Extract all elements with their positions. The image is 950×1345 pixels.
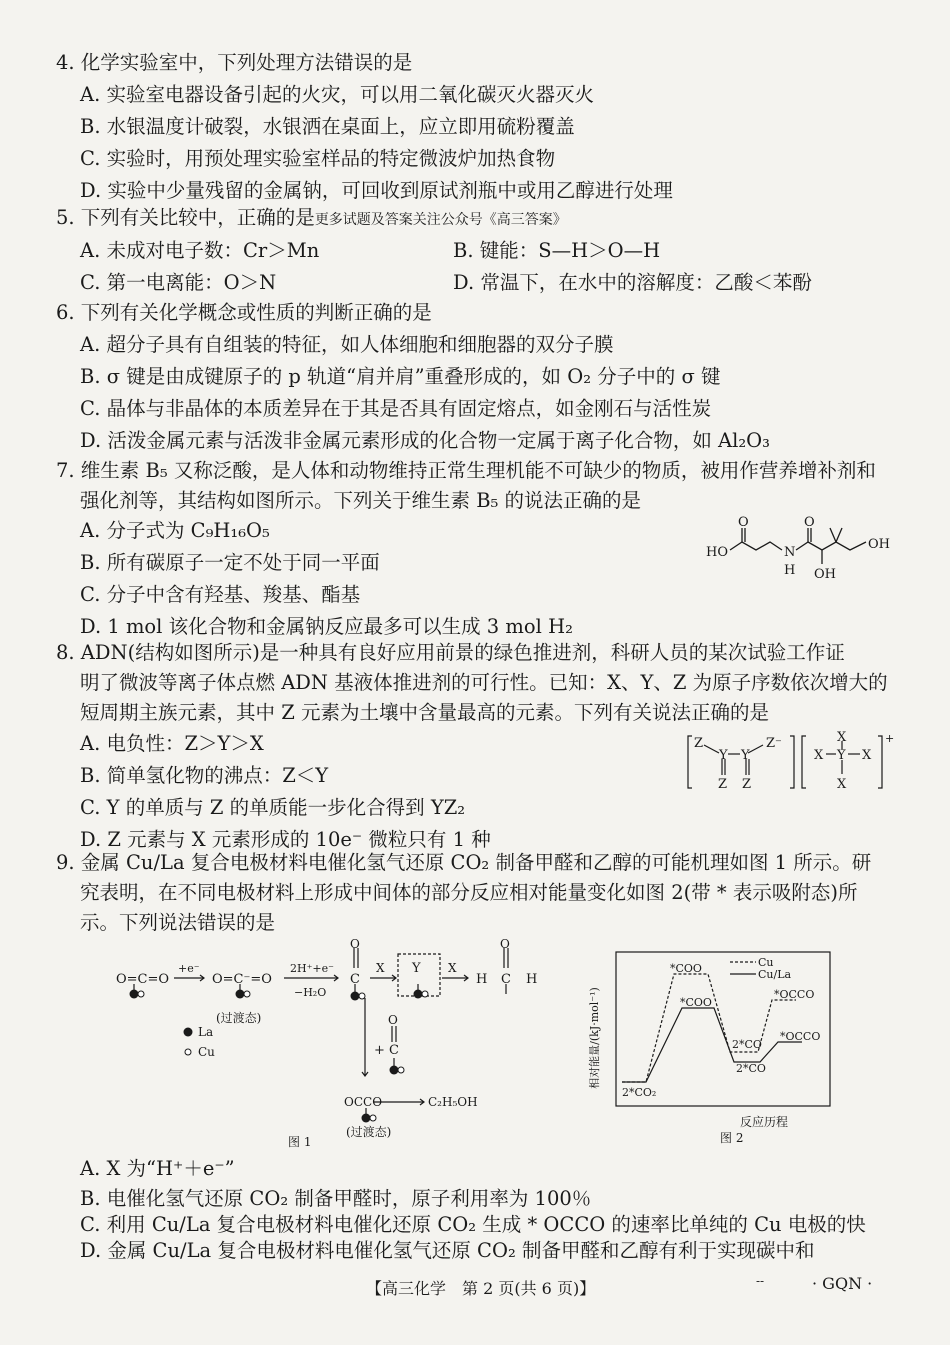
q9-stem-line2: 究表明，在不同电极材料上形成中间体的部分反应相对能量变化如图 2(带 * 表示吸附态)所: [80, 881, 858, 904]
q4-option-c: C. 实验时，用预处理实验室样品的特定微波炉加热食物: [80, 147, 556, 170]
adn-x-left: X: [814, 748, 824, 763]
adn-z2: Z: [718, 777, 728, 792]
b5-h: H: [784, 563, 796, 578]
fig1-y: Y: [412, 961, 421, 976]
q5-stem: 5. 下列有关比较中，正确的是: [56, 206, 315, 229]
b5-o1: O: [738, 515, 749, 530]
fig2-label-4: *OCCO: [780, 1030, 821, 1043]
q4-stem: 4. 化学实验室中，下列处理方法错误的是: [56, 51, 413, 74]
fig1-anion: O=C⁻=O: [212, 972, 272, 987]
q7-option-d: D. 1 mol 该化合物和金属钠反应最多可以生成 3 mol H₂: [80, 615, 573, 638]
b5-o2: O: [804, 515, 815, 530]
fig1-x2: X: [448, 961, 457, 975]
fig1-step2-bottom: −H₂O: [294, 986, 327, 999]
q5-note: 更多试题及答案关注公众号《高三答案》: [314, 212, 567, 228]
q6-option-b: B. σ 键是由成键原子的 p 轨道“肩并肩”重叠形成的，如 O₂ 分子中的 σ 键: [80, 365, 721, 388]
fig2-label-2: *OCCO: [774, 988, 815, 1001]
fig2-label-6: 2*CO₂: [622, 1086, 657, 1099]
q9-stem-line1: 9. 金属 Cu/La 复合电极材料电催化氢气还原 CO₂ 制备甲醛和乙醇的可能机理如图 1 所示。研: [56, 851, 872, 874]
q7-stem-line1: 7. 维生素 B₅ 又称泛酸，是人体和动物维持正常生理机能不可缺少的物质，被用作营养增补剂和: [56, 459, 876, 482]
q8-stem-line1: 8. ADN(结构如图所示)是一种具有良好应用前景的绿色推进剂，科研人员的某次试验工作证: [56, 641, 845, 664]
q4-option-b: B. 水银温度计破裂，水银洒在桌面上，应立即用硫粉覆盖: [80, 115, 575, 138]
q4-option-d: D. 实验中少量残留的金属钠，可回收到原试剂瓶中或用乙醇进行处理: [80, 179, 673, 202]
fig1-plus-c: + C: [374, 1043, 399, 1058]
q7-stem-line2: 强化剂等，其结构如图所示。下列关于维生素 B₅ 的说法正确的是: [80, 489, 642, 512]
b5-oh2: OH: [814, 567, 836, 582]
q5-stem-line: [56, 205, 567, 233]
fig1-product-o: O: [500, 937, 510, 951]
q5-option-d: D. 常温下，在水中的溶解度：乙酸＜苯酚: [453, 271, 812, 294]
q5-option-c: C. 第一电离能：O＞N: [80, 271, 277, 294]
q8-stem-line3: 短周期主族元素，其中 Z 元素为土壤中含量最高的元素。下列有关说法正确的是: [80, 701, 769, 724]
adn-plus: +: [885, 732, 895, 745]
fig2-legend-cu: Cu: [758, 956, 774, 969]
fig1-occo: OCCO: [344, 1095, 383, 1109]
fig2-label-3: 2*CO: [732, 1038, 762, 1051]
fig1-ethanol: C₂H₅OH: [428, 1095, 478, 1109]
q7-option-b: B. 所有碳原子一定不处于同一平面: [80, 551, 380, 574]
adn-structure: [686, 732, 896, 794]
b5-ho: HO: [706, 545, 728, 560]
fig1-product-c: C: [501, 972, 511, 987]
fig1-co-c: C: [350, 972, 360, 987]
adn-y1: Y: [719, 748, 728, 763]
q8-stem-line2: 明了微波等离子体点燃 ADN 基液体推进剂的可行性。已知：X、Y、Z 为原子序数依次增大的: [80, 671, 888, 694]
fig1-legend-la: La: [198, 1025, 214, 1039]
adn-y2: Y: [741, 748, 750, 763]
q6-option-c: C. 晶体与非晶体的本质差异在于其是否具有固定熔点，如金刚石与活性炭: [80, 397, 712, 420]
adn-x-right: X: [862, 748, 872, 763]
fig1-step1: +e⁻: [178, 962, 200, 975]
fig2-label-1: *COO: [680, 996, 712, 1009]
adn-x-bottom: X: [837, 777, 847, 792]
fig2-legend-cula: Cu/La: [758, 968, 792, 981]
figure-2-energy-profile: [590, 948, 840, 1146]
figure-1-mechanism: [112, 937, 572, 1155]
fig1-transition1: (过渡态): [216, 1011, 262, 1025]
fig2-caption: 图 2: [720, 1131, 744, 1145]
vitamin-b5-structure: [700, 512, 900, 590]
fig2-label-5: 2*CO: [736, 1062, 766, 1075]
q8-option-d: D. Z 元素与 X 元素形成的 10e⁻ 微粒只有 1 种: [80, 828, 491, 851]
b5-n: N: [784, 545, 796, 560]
fig2-ylabel: 相对能量/(kJ·mol⁻¹): [588, 987, 601, 1089]
q6-option-a: A. 超分子具有自组装的特征，如人体细胞和细胞器的双分子膜: [80, 333, 614, 356]
fig1-co2: O=C=O: [116, 972, 170, 987]
q8-option-b: B. 简单氢化物的沸点：Z＜Y: [80, 764, 329, 787]
footer-code: · GQN ·: [812, 1274, 873, 1293]
fig1-product-h1: H: [476, 972, 488, 987]
q7-option-a: A. 分子式为 C₉H₁₆O₅: [80, 519, 270, 542]
q9-option-a: A. X 为“H⁺＋e⁻”: [80, 1157, 235, 1180]
fig1-caption: 图 1: [288, 1135, 312, 1149]
fig1-step2-top: 2H⁺+e⁻: [290, 962, 334, 975]
q9-option-b: B. 电催化氢气还原 CO₂ 制备甲醛时，原子利用率为 100％: [80, 1187, 592, 1210]
fig1-co-o: O: [350, 937, 360, 951]
page-footer: 【高三化学 第 2 页(共 6 页)】: [366, 1279, 596, 1298]
adn-y3: Y: [837, 748, 846, 763]
fig1-product-h2: H: [526, 972, 538, 987]
q6-stem: 6. 下列有关化学概念或性质的判断正确的是: [56, 301, 432, 324]
q5-option-a: A. 未成对电子数：Cr＞Mn: [80, 239, 320, 262]
q4-option-a: A. 实验室电器设备引起的火灾，可以用二氧化碳灭火器灭火: [80, 83, 594, 106]
q8-option-a: A. 电负性：Z＞Y＞X: [80, 732, 264, 755]
fig1-transition2: (过渡态): [346, 1125, 392, 1139]
q8-option-c: C. Y 的单质与 Z 的单质能一步化合得到 YZ₂: [80, 796, 466, 819]
q9-option-c: C. 利用 Cu/La 复合电极材料电催化还原 CO₂ 生成 * OCCO 的速率比单纯的 Cu 电极的快: [80, 1213, 866, 1236]
footer-dash: --: [756, 1274, 765, 1288]
b5-oh1: OH: [868, 537, 890, 552]
fig1-x1: X: [376, 961, 385, 975]
q9-option-d: D. 金属 Cu/La 复合电极材料电催化氢气还原 CO₂ 制备甲醛和乙醇有利于实现碳中和: [80, 1239, 815, 1262]
adn-z3: Z: [742, 777, 752, 792]
adn-z-minus: Z⁻: [766, 736, 782, 751]
fig1-legend-cu: Cu: [198, 1045, 215, 1059]
adn-z1: Z: [694, 736, 704, 751]
q6-option-d: D. 活泼金属元素与活泼非金属元素形成的化合物一定属于离子化合物，如 Al₂O₃: [80, 429, 770, 452]
q7-option-c: C. 分子中含有羟基、羧基、酯基: [80, 583, 361, 606]
adn-x-top: X: [837, 730, 847, 745]
fig1-plus-o: O: [388, 1013, 398, 1027]
q9-stem-line3: 示。下列说法错误的是: [80, 911, 276, 934]
fig2-xlabel: 反应历程: [740, 1115, 789, 1129]
fig2-label-0: *COO: [670, 962, 702, 975]
q5-option-b: B. 键能：S—H＞O—H: [453, 239, 661, 262]
